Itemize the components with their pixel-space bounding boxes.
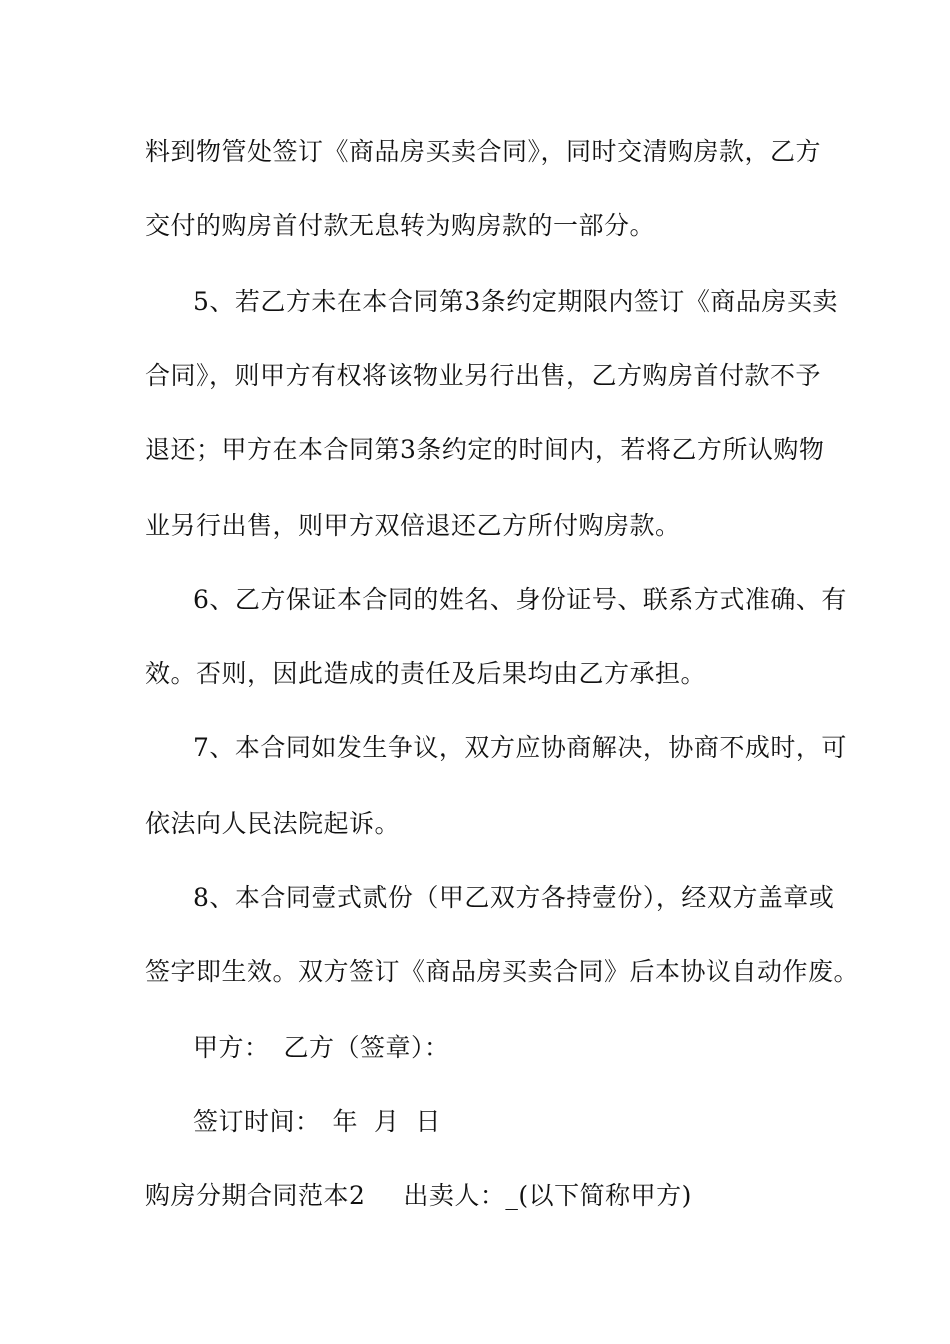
signature-date (193, 1104, 815, 1140)
signature-parties (193, 1030, 815, 1066)
paragraph-line: 签字即生效。双方签订《商品房买卖合同》后本协议自动作废。 (145, 957, 860, 986)
contract-title: 购房分期合同范本2 (145, 1181, 366, 1210)
paragraph-line: 退还；甲方在本合同第3条约定的时间内，若将乙方所认购物 (145, 435, 825, 464)
clause-8-line: 8、本合同壹式贰份（甲乙双方各持壹份），经双方盖章或 (193, 883, 835, 912)
seller-label: 出卖人：_(以下简称甲方) (403, 1181, 692, 1210)
party-a-label: 甲方： (193, 1033, 270, 1062)
clause-5-line: 5、若乙方未在本合同第3条约定期限内签订《商品房买卖 (193, 287, 838, 316)
paragraph-line: 交付的购房首付款无息转为购房款的一部分。 (145, 211, 656, 240)
paragraph-line: 料到物管处签订《商品房买卖合同》，同时交清购房款，乙方 (145, 137, 822, 166)
next-contract-heading (145, 1178, 815, 1214)
clause-7-line: 7、本合同如发生争议，双方应协商解决，协商不成时，可 (193, 733, 847, 762)
paragraph-line: 业另行出售，则甲方双倍退还乙方所付购房款。 (145, 511, 681, 540)
clause-6-line: 6、乙方保证本合同的姓名、身份证号、联系方式准确、有 (193, 585, 847, 614)
paragraph-line: 合同》，则甲方有权将该物业另行出售，乙方购房首付款不予 (145, 361, 822, 390)
date-month: 月 (374, 1107, 400, 1136)
paragraph-line: 效。否则，因此造成的责任及后果均由乙方承担。 (145, 659, 707, 688)
paragraph-line: 依法向人民法院起诉。 (145, 809, 401, 838)
date-year: 年 (332, 1107, 359, 1136)
date-label: 签订时间： (193, 1107, 321, 1136)
party-b-label: 乙方（签章）： (283, 1033, 450, 1062)
date-day: 日 (415, 1107, 442, 1136)
